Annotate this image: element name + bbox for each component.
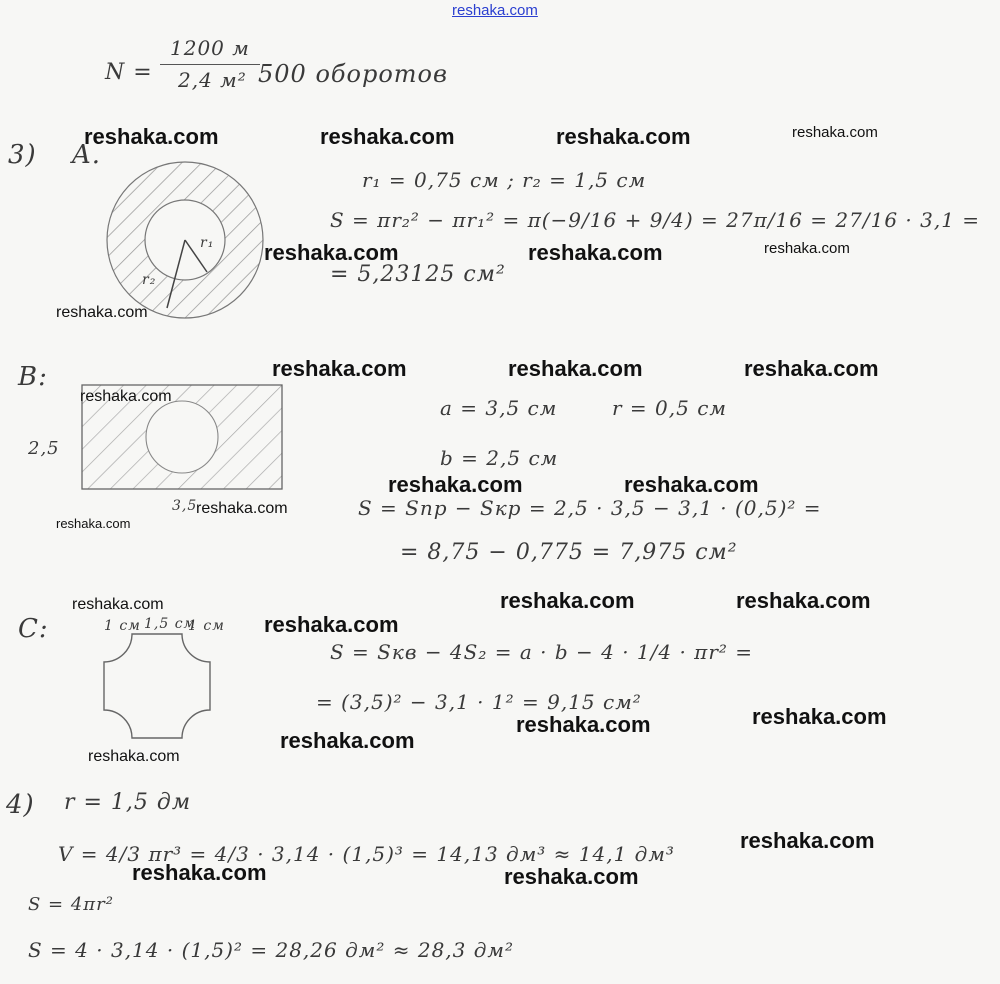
- problem4-label: 4): [6, 790, 35, 820]
- c-result: = (3,5)² − 3,1 · 1² = 9,15 см²: [316, 690, 642, 714]
- site-link[interactable]: reshaka.com: [452, 2, 538, 19]
- watermark: reshaka.com: [72, 596, 164, 613]
- numerator: 1200 м: [170, 36, 250, 60]
- b-r-value: r = 0,5 см: [612, 396, 727, 420]
- b-formula: S = Sпр − Sкр = 2,5 · 3,5 − 3,1 · (0,5)² =: [358, 496, 822, 520]
- problem3-label: 3): [8, 140, 37, 170]
- r2-label: r₂: [142, 272, 157, 288]
- watermark: reshaka.com: [84, 124, 219, 149]
- watermark: reshaka.com: [752, 704, 887, 729]
- c-dim-mid: 1,5 см: [144, 616, 197, 632]
- c-dim-left: 1 см: [104, 618, 141, 634]
- watermark: reshaka.com: [388, 472, 523, 497]
- watermark: reshaka.com: [744, 356, 879, 381]
- part-c-label: C:: [18, 614, 49, 644]
- p4-area-formula: S = 4πr²: [28, 894, 114, 915]
- part-a-label: A.: [72, 140, 102, 170]
- c-formula: S = Sкв − 4S₂ = a · b − 4 · 1/4 · πr² =: [330, 640, 754, 664]
- watermark: reshaka.com: [320, 124, 455, 149]
- n-label: N =: [105, 60, 153, 85]
- watermark: reshaka.com: [56, 516, 131, 531]
- watermark: reshaka.com: [280, 728, 415, 753]
- watermark: reshaka.com: [508, 356, 643, 381]
- watermark: reshaka.com: [516, 712, 651, 737]
- watermark: reshaka.com: [196, 500, 288, 517]
- watermark: reshaka.com: [500, 588, 635, 613]
- fraction-line: [160, 64, 260, 65]
- watermark: reshaka.com: [556, 124, 691, 149]
- a-given: r₁ = 0,75 см ; r₂ = 1,5 см: [362, 168, 647, 192]
- watermark: reshaka.com: [80, 388, 172, 405]
- p4-given: r = 1,5 дм: [64, 790, 192, 815]
- a-formula: S = πr₂² − πr₁² = π(−9/16 + 9/4) = 27π/16 = 27/16 · 3,1 =: [330, 208, 981, 232]
- p4-volume: V = 4/3 πr³ = 4/3 · 3,14 · (1,5)³ = 14,13 дм³ ≈ 14,1 дм³: [58, 842, 675, 866]
- p4-area: S = 4 · 3,14 · (1,5)² = 28,26 дм² ≈ 28,3 дм²: [28, 938, 515, 962]
- b-result: = 8,75 − 0,775 = 7,975 см²: [400, 540, 738, 565]
- c-dim-right: 1 см: [188, 618, 225, 634]
- r1-label: r₁: [200, 235, 215, 251]
- watermark: reshaka.com: [504, 864, 639, 889]
- problem2-result: 500 оборотов: [258, 60, 448, 88]
- a-result: = 5,23125 см²: [330, 262, 506, 287]
- watermark: reshaka.com: [132, 860, 267, 885]
- b-a-value: a = 3,5 см: [440, 396, 558, 420]
- watermark: reshaka.com: [624, 472, 759, 497]
- b-bottom-label: 3,5: [172, 498, 198, 514]
- watermark: reshaka.com: [272, 356, 407, 381]
- watermark: reshaka.com: [736, 588, 871, 613]
- watermark: reshaka.com: [792, 124, 878, 141]
- watermark: reshaka.com: [264, 612, 399, 637]
- b-b-value: b = 2,5 см: [440, 446, 559, 470]
- b-side-label: 2,5: [28, 438, 60, 459]
- watermark: reshaka.com: [764, 240, 850, 257]
- square-cutout-diagram: [100, 630, 220, 748]
- watermark: reshaka.com: [528, 240, 663, 265]
- watermark: reshaka.com: [56, 304, 148, 321]
- watermark: reshaka.com: [740, 828, 875, 853]
- watermark: reshaka.com: [264, 240, 399, 265]
- watermark: reshaka.com: [88, 748, 180, 765]
- denominator: 2,4 м²: [178, 68, 247, 92]
- annulus-diagram: [95, 150, 275, 320]
- part-b-label: B:: [18, 362, 48, 392]
